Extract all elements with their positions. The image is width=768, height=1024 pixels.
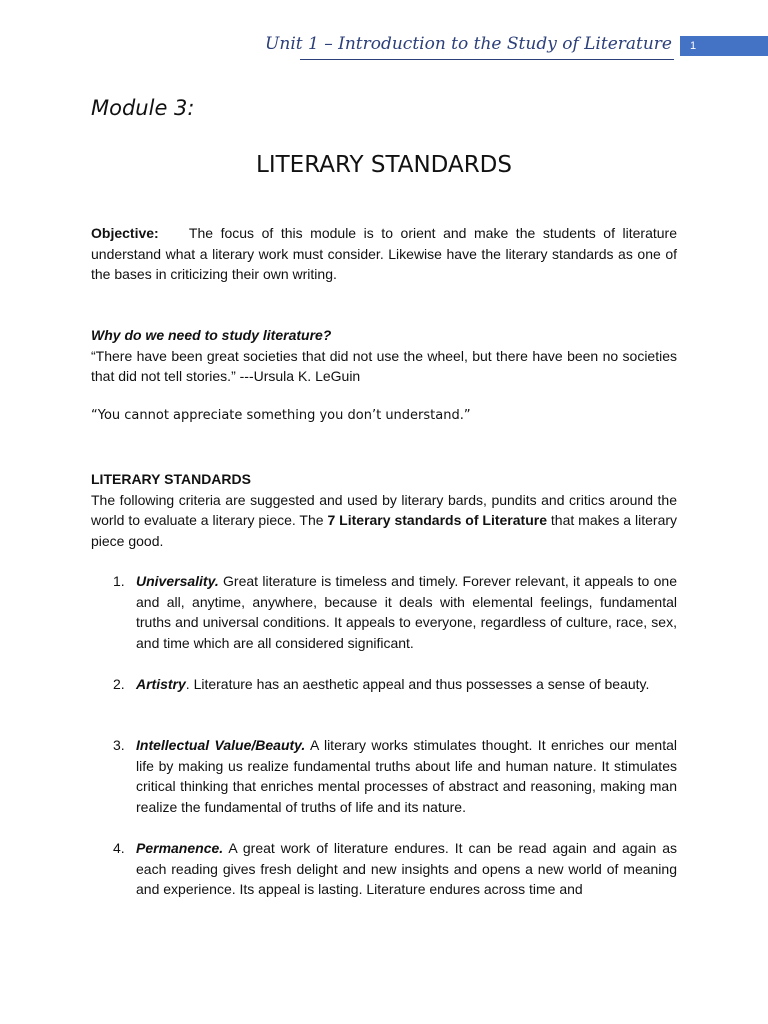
- quote-appreciate: “You cannot appreciate something you don’t understand.”: [91, 408, 471, 423]
- quote-leguin: “There have been great societies that did not use the wheel, but there have been no societies that did not tell stories.” ---Ursula K. LeGuin: [91, 347, 677, 384]
- header-title: Unit 1 – Introduction to the Study of Literature: [265, 34, 672, 54]
- item-term: Universality.: [136, 573, 219, 589]
- standards-intro-start: The following criteria are suggested and used by literary bards, pundits and critics around the world to evaluate a literary piece. The: [91, 491, 677, 528]
- why-section: [91, 325, 677, 387]
- standards-intro-bold: 7 Literary standards of Literature: [327, 512, 547, 528]
- module-label: Module 3:: [91, 96, 195, 120]
- standards-section: [91, 469, 677, 551]
- item-text: A great work of literature endures. It can be read again and again as each reading gives fresh delight and new insights and opens a new world of meaning and experience. Its appeal is lasting. Literature endures across time and: [136, 840, 677, 897]
- item-number: 4.: [113, 840, 125, 856]
- standards-heading: LITERARY STANDARDS: [91, 471, 251, 487]
- item-term: Intellectual Value/Beauty.: [136, 737, 306, 753]
- page-title: LITERARY STANDARDS: [256, 152, 512, 178]
- page-number-badge: 1: [680, 36, 768, 56]
- list-item: [91, 571, 677, 653]
- list-item: [91, 674, 677, 695]
- objective-label: Objective:: [91, 225, 159, 241]
- list-item: [91, 838, 677, 900]
- item-text: . Literature has an aesthetic appeal and thus possesses a sense of beauty.: [185, 676, 650, 692]
- header-rule: [300, 59, 674, 60]
- item-number: 3.: [113, 737, 125, 753]
- item-term: Permanence.: [136, 840, 224, 856]
- list-item: [91, 735, 677, 817]
- why-question: Why do we need to study literature?: [91, 327, 332, 343]
- standards-intro: [91, 490, 677, 552]
- item-number: 2.: [113, 676, 125, 692]
- item-text: A literary works stimulates thought. It enriches our mental life by making us realize fundamental truths about life and human nature. It stimulates critical thinking that enriches mental processes of abstract and reasoning, making man realize the fundamental of truths of life and its nature.: [136, 737, 678, 815]
- standards-intro-end: that makes a literary piece good.: [91, 512, 678, 549]
- objective-paragraph: [91, 223, 677, 285]
- objective-text: The focus of this module is to orient and make the students of literature understand what a literary work must consider. Likewise have the literary standards as one of the bases in criticizing their own writing.: [91, 225, 677, 282]
- item-number: 1.: [113, 573, 125, 589]
- item-text: Great literature is timeless and timely. Forever relevant, it appeals to one and all, anytime, anywhere, because it deals with elemental feelings, fundamental truths and universal conditions. It appeals to everyone, regardless of culture, race, sex, and time which are all considered significant.: [136, 573, 677, 651]
- page-header: [265, 34, 768, 60]
- item-term: Artistry: [136, 676, 186, 692]
